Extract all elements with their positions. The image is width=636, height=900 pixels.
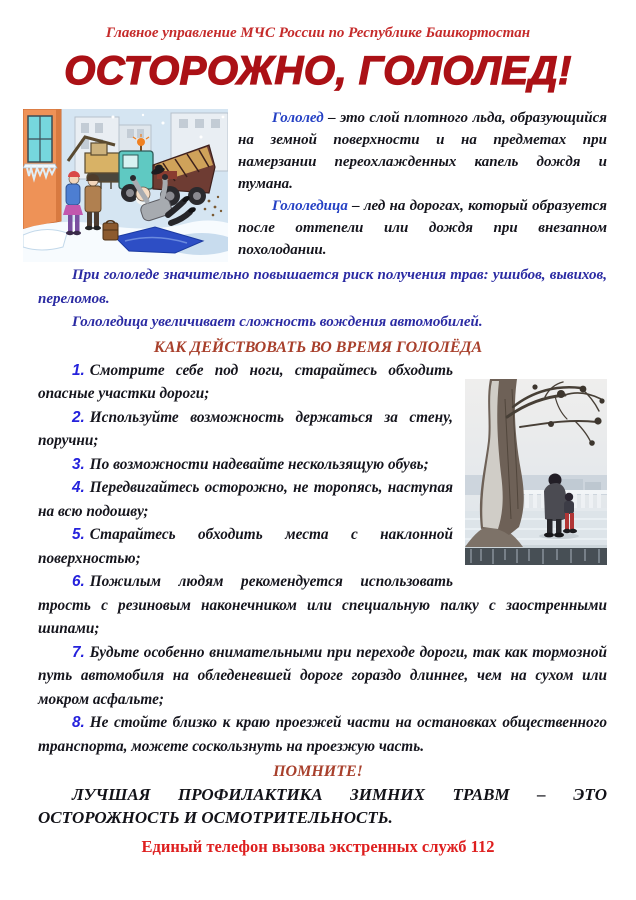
reminder-section [38,783,607,829]
intro-section [38,107,607,261]
poster-title: ОСТОРОЖНО, ГОЛОЛЕД! [64,49,572,93]
rule-text: По возможности надевайте нескользящую обувь; [89,455,429,473]
rule-number: 1. [72,361,85,379]
rule-number: 6. [72,573,85,590]
rule-text: Смотрите себе под ноги, старайтесь обходить опасные участки дороги; [38,361,453,402]
reminder-line-2: ОСТОРОЖНОСТЬ И ОСМОТРИТЕЛЬНОСТЬ. [38,808,393,827]
rule-text: Используйте возможность держаться за стену, поручни; [38,408,453,449]
definition-text: – лед на дорогах, который образуется после оттепели или дождя при внезапном похолодании. [238,198,607,258]
emergency-phone-line: Единый телефон вызова экстренных служб 112 [141,837,495,856]
rule-text: Будьте особенно внимательными при переходе дороги, так как тормозной путь автомобиля на обледеневшей дороге гораздо длиннее, чем на сухом или мокром асфальте; [38,643,607,708]
rules-list [38,359,607,759]
definition-term: Гололедица [272,198,348,214]
rule-text: Пожилым людям рекомендуется использовать трость с резиновым наконечником или специальную палку с заостренными шипами; [38,573,607,637]
warning-risk: При гололеде значительно повышается риск получения трав: ушибов, вывихов, переломов. [38,267,607,307]
rule-text: Старайтесь обходить места с наклонной поверхностью; [38,526,453,567]
winter-photo [465,379,607,565]
definition-term: Гололед [272,110,324,126]
rule-text: Передвигайтесь осторожно, не торопясь, наступая на всю подошву; [38,479,453,520]
reminder-line-1: ЛУЧШАЯ ПРОФИЛАКТИКА ЗИМНИХ ТРАВМ – ЭТО [72,785,607,804]
cartoon-illustration [23,109,228,262]
rule-item [38,570,607,641]
rule-number: 4. [72,479,85,496]
rule-number: 8. [72,714,85,731]
rule-number: 7. [72,643,85,661]
remember-heading: ПОМНИТЕ! [273,763,363,780]
cartoon-svg [23,109,228,262]
rule-number: 5. [72,526,85,543]
warning-driving: Гололедица увеличивает сложность вождения автомобилей. [72,314,483,330]
rule-item [38,641,607,712]
rule-item [38,711,607,758]
rule-text: Не стойте близко к краю проезжей части на остановках общественного транспорта, можете соскользнуть на проезжую часть. [38,714,607,755]
winter-photo-svg [465,379,607,565]
rule-number: 2. [72,408,85,426]
definition-text: – это слой плотного льда, образующийся на земной поверхности и на предметах при намерзании переохлажденных капель дождя и тумана. [238,110,607,192]
section-heading: КАК ДЕЙСТВОВАТЬ ВО ВРЕМЯ ГОЛОЛЁДА [153,338,483,356]
agency-header: Главное управление МЧС России по Республике Башкортостан [105,25,531,41]
rule-number: 3. [72,455,85,473]
warnings-section [38,264,607,335]
